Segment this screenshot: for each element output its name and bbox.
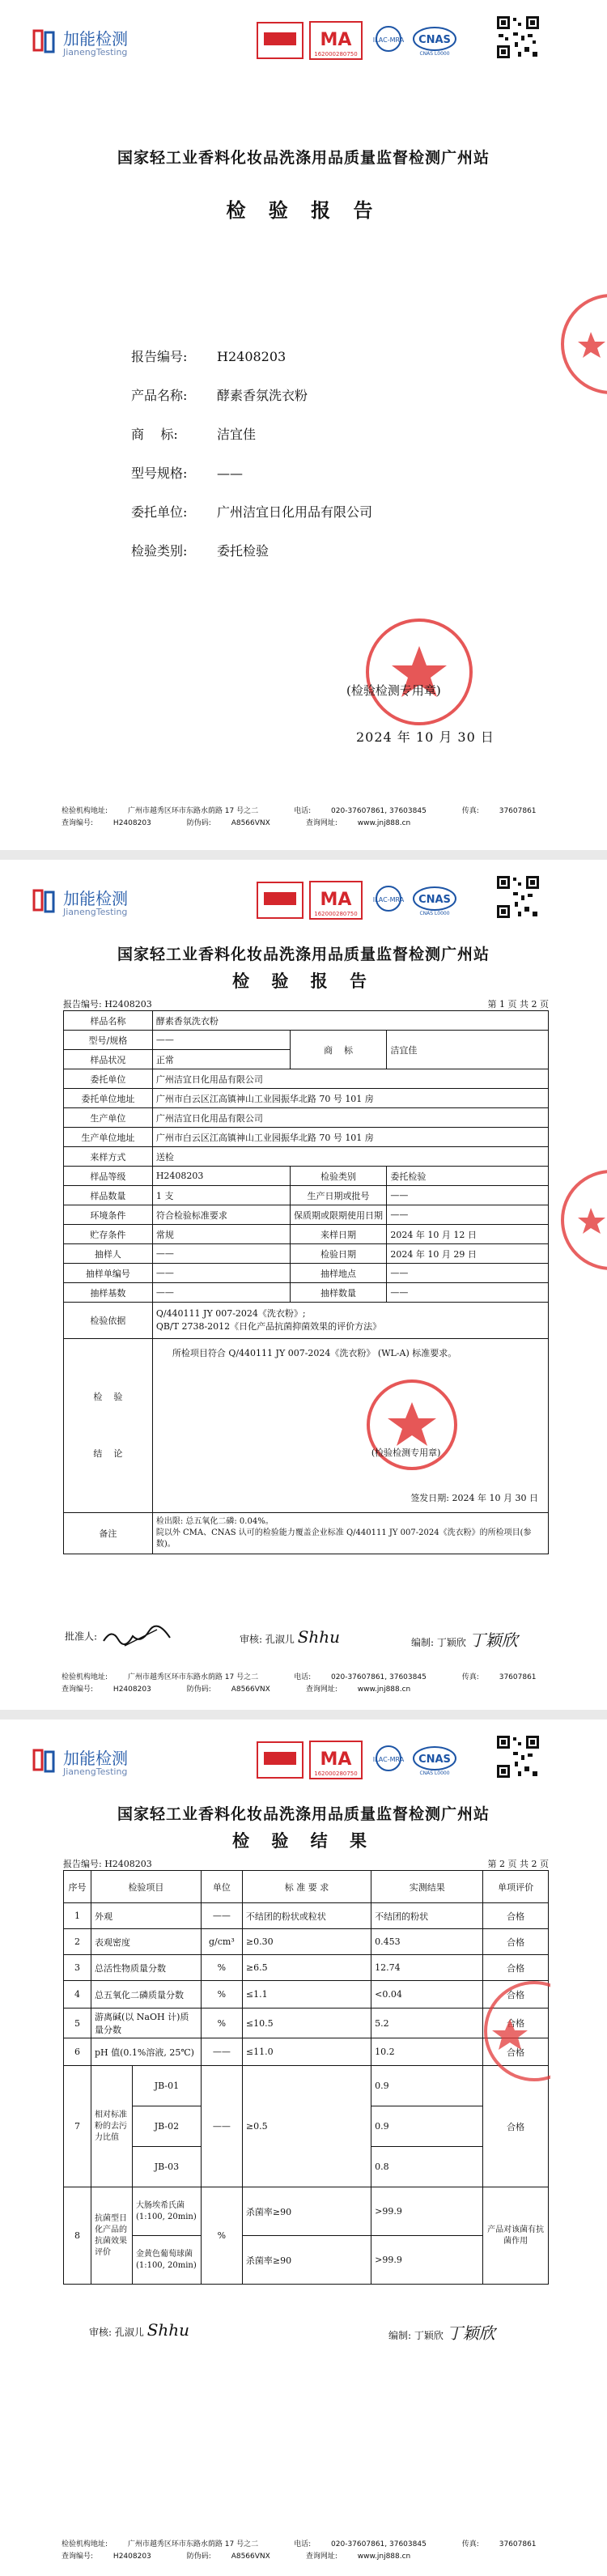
test-results-page — [0, 1719, 607, 2576]
field-test-type: 检验类别: 委托检验 — [131, 543, 270, 559]
editor-signature: 编制: 丁颖欣 丁颖欣 — [411, 1630, 518, 1650]
cell-value: —— — [152, 1264, 290, 1283]
ilac-mra-cert-icon — [369, 1744, 408, 1776]
cell-value: —— — [152, 1244, 290, 1264]
cell-value: —— — [152, 1031, 290, 1050]
table-row: 1 外观 —— 不结团的粉状或粒状 不结团的粉状 合格 — [64, 1903, 549, 1929]
logo-en-text: JianengTesting — [63, 47, 128, 57]
cma-text: MA — [320, 1749, 352, 1770]
cnas-number: CNAS L0000 — [419, 1770, 450, 1776]
table-row: 7 相对标准粉的去污力比值 JB-01 —— ≥0.5 0.9 合格 — [64, 2066, 549, 2106]
conclusion-seal-icon — [363, 1376, 461, 1473]
cell-value: 正常 — [152, 1050, 290, 1069]
field-product-name: 产品名称: 酵素香氛洗衣粉 — [131, 388, 308, 403]
table-row — [64, 1244, 549, 1264]
table-row: 2 表观密度 g/cm³ ≥0.30 0.453 合格 — [64, 1929, 549, 1955]
conclusion-seal-label: (检验检测专用章) — [371, 1447, 441, 1458]
table-row — [64, 1031, 549, 1050]
cell-label: 生产日期或批号 — [290, 1186, 387, 1205]
approver-signature: 批准人: — [65, 1625, 173, 1649]
conclusion-text: 所检项目符合 Q/440111 JY 007-2024《洗衣粉》 (WL-A) 标准要求。 — [172, 1348, 457, 1358]
cma-number: 162000280750 — [314, 1770, 358, 1777]
cma-cert-icon — [309, 1741, 363, 1779]
ilac-mra-cert-icon — [369, 884, 408, 916]
cell-label: 检验日期 — [290, 1244, 387, 1264]
cell-value: 2024 年 10 月 12 日 — [387, 1225, 549, 1244]
page-edge-seal-icon — [558, 1167, 607, 1273]
table-row — [64, 1339, 549, 1513]
report-number-line — [63, 997, 549, 1010]
cma-text: MA — [320, 30, 352, 50]
jianeng-logo-icon — [31, 28, 57, 55]
header-cell: 检验项目 — [91, 1871, 201, 1903]
cell-label: 检 验 结 论 — [64, 1339, 153, 1513]
cnas-text: CNAS — [418, 34, 451, 46]
page-header — [0, 874, 607, 931]
table-row — [64, 1108, 549, 1128]
report-number: 报告编号: H2408203 — [63, 1859, 152, 1869]
header-cell: 单项评价 — [483, 1871, 549, 1903]
table-row — [64, 1089, 549, 1108]
logo-cn-text: 加能检测 — [63, 1749, 128, 1768]
ilac-text: ILAC-MRA — [372, 1756, 405, 1763]
approver-signature-image — [100, 1625, 173, 1649]
table-row — [64, 1069, 549, 1089]
report-number: 报告编号: H2408203 — [63, 999, 152, 1010]
table-row: JB-02 0.9 — [64, 2106, 549, 2147]
page-header — [0, 1734, 607, 1791]
org-name: 国家轻工业香料化妆品洗涤用品质量监督检测广州站 — [117, 1805, 490, 1823]
logo-cn-text: 加能检测 — [63, 889, 128, 908]
header-cell: 标 准 要 求 — [242, 1871, 371, 1903]
report-title: 检 验 报 告 — [226, 198, 381, 222]
header-cell: 序号 — [64, 1871, 91, 1903]
editor-signature: 编制: 丁颖欣 丁颖欣 — [388, 2323, 495, 2343]
reviewer-signature: 审核: 孔淑儿 Shhu — [240, 1627, 341, 1647]
reviewer-signature: 审核: 孔淑儿 Shhu — [89, 2320, 190, 2340]
cell-value: 符合检验标准要求 — [152, 1205, 290, 1225]
cell-label: 保质期或限期使用日期 — [290, 1205, 387, 1225]
conclusion-cell — [152, 1339, 548, 1513]
cell-label: 样品等级 — [64, 1167, 153, 1186]
cell-label: 环境条件 — [64, 1205, 153, 1225]
org-name: 国家轻工业香料化妆品洗涤用品质量监督检测广州站 — [117, 946, 490, 963]
cell-label: 委托单位 — [64, 1069, 153, 1089]
issue-date: 2024 年 10 月 30 日 — [356, 729, 495, 745]
cell-value: —— — [387, 1283, 549, 1303]
seal-label: (检验检测专用章) — [346, 683, 441, 698]
cell-label: 来样日期 — [290, 1225, 387, 1244]
cell-label: 样品数量 — [64, 1186, 153, 1205]
cma-number: 162000280750 — [314, 51, 358, 57]
field-model: 型号规格: —— — [131, 465, 243, 481]
cma-text: MA — [320, 890, 352, 910]
qr-code-icon[interactable] — [495, 1734, 541, 1779]
report-cover-page — [0, 0, 607, 850]
table-row — [64, 1128, 549, 1147]
conclusion-date: 签发日期: 2024 年 10 月 30 日 — [410, 1493, 538, 1503]
page-footer: 检验机构地址: 广州市越秀区环市东路水荫路 17 号之二 电话: 020-37607861, 37603845 传真: 37607861 查询编号: H2408203 防伪码: A8566VNX 查询网址: www.jnj888.cn — [62, 807, 537, 827]
cell-value: 1 支 — [152, 1186, 290, 1205]
cnas-cert-icon — [411, 884, 458, 916]
table-row: 5 游离碱(以 NaOH 计)质量分数 % ≤10.5 5.2 合格 — [64, 2009, 549, 2038]
field-client: 委托单位: 广州洁宜日化用品有限公司 — [131, 504, 373, 520]
ilac-text: ILAC-MRA — [372, 36, 405, 44]
logo-en-text: JianengTesting — [63, 907, 128, 917]
cell-value: 送检 — [152, 1147, 548, 1167]
cell-label: 样品状况 — [64, 1050, 153, 1069]
page-number: 第 1 页 共 2 页 — [487, 999, 549, 1010]
cnas-cert-icon — [411, 1744, 458, 1776]
page-edge-seal-icon — [558, 291, 607, 397]
cell-label: 型号/规格 — [64, 1031, 153, 1050]
china-light-industry-cert-icon — [256, 1741, 304, 1779]
cert-marks — [256, 1741, 499, 1779]
cnas-number: CNAS L0000 — [419, 51, 450, 57]
ilac-text: ILAC-MRA — [372, 896, 405, 903]
header-cell: 单位 — [201, 1871, 242, 1903]
cnas-text: CNAS — [418, 894, 451, 906]
cma-cert-icon — [309, 21, 363, 60]
jianeng-logo-icon — [31, 887, 57, 915]
cnas-cert-icon — [411, 24, 458, 57]
cert-marks — [256, 21, 499, 60]
table-row: 6 pH 值(0.1%溶液, 25℃) —— ≤11.0 10.2 合格 — [64, 2038, 549, 2066]
table-row — [64, 1186, 549, 1205]
field-brand: 商 标: 洁宜佳 — [131, 427, 257, 442]
jianeng-logo-icon — [31, 1747, 57, 1775]
table-row — [64, 1147, 549, 1167]
cell-value: 洁宜佳 — [387, 1031, 549, 1069]
page-footer: 检验机构地址: 广州市越秀区环市东路水荫路 17 号之二 电话: 020-37607861, 37603845 传真: 37607861 查询编号: H2408203 防伪码: A8566VNX 查询网址: www.jnj888.cn — [62, 2540, 537, 2561]
cell-value: 广州市白云区江高镇神山工业园振华北路 70 号 101 房 — [152, 1128, 548, 1147]
results-seal-icon — [453, 1979, 550, 2084]
page-header — [0, 15, 607, 71]
cell-label: 生产单位 — [64, 1108, 153, 1128]
table-row: JB-03 0.8 — [64, 2147, 549, 2187]
cell-value: 2024 年 10 月 29 日 — [387, 1244, 549, 1264]
table-row — [64, 1303, 549, 1339]
table-row — [64, 1011, 549, 1031]
cell-value: —— — [152, 1283, 290, 1303]
cell-value: 委托检验 — [387, 1167, 549, 1186]
cell-value: Q/440111 JY 007-2024《洗衣粉》; QB/T 2738-2012《日化产品抗菌抑菌效果的评价方法》 — [152, 1303, 548, 1339]
cell-label: 商 标 — [290, 1031, 387, 1069]
table-row — [64, 1167, 549, 1186]
cell-label: 来样方式 — [64, 1147, 153, 1167]
cell-label: 样品名称 — [64, 1011, 153, 1031]
cell-label: 抽样数量 — [290, 1283, 387, 1303]
table-row: 4 总五氧化二磷质量分数 % ≤1.1 <0.04 合格 — [64, 1981, 549, 2009]
cnas-number: CNAS L0000 — [419, 911, 450, 916]
report-info-table — [63, 1010, 549, 1554]
cell-label: 抽样地点 — [290, 1264, 387, 1283]
logo-en-text: JianengTesting — [63, 1766, 128, 1777]
cell-value: 广州洁宜日化用品有限公司 — [152, 1069, 548, 1089]
inspection-seal-icon — [363, 615, 476, 729]
page-number: 第 2 页 共 2 页 — [487, 1859, 549, 1869]
cell-label: 抽样人 — [64, 1244, 153, 1264]
report-info-page — [0, 860, 607, 1710]
header-cell: 实测结果 — [371, 1871, 483, 1903]
cell-label: 抽样基数 — [64, 1283, 153, 1303]
table-row: 3 总活性物质量分数 % ≥6.5 12.74 合格 — [64, 1955, 549, 1981]
cell-value: H2408203 — [152, 1167, 290, 1186]
cell-label: 委托单位地址 — [64, 1089, 153, 1108]
ilac-mra-cert-icon — [369, 24, 408, 57]
cma-cert-icon — [309, 881, 363, 920]
cell-value: 广州洁宜日化用品有限公司 — [152, 1108, 548, 1128]
table-row — [64, 1225, 549, 1244]
report-number-line — [63, 1857, 549, 1870]
cell-value: 酵素香氛洗衣粉 — [152, 1011, 548, 1031]
field-report-no: 报告编号: H2408203 — [131, 349, 287, 364]
cell-label: 贮存条件 — [64, 1225, 153, 1244]
cell-value: 检出限: 总五氧化二磷: 0.04%。 院以外 CMA、CNAS 认可的检验能力覆盖企业标准 Q/440111 JY 007-2024《洗衣粉》的所检项目(参数)。 — [152, 1513, 548, 1554]
table-row — [64, 1283, 549, 1303]
china-light-industry-cert-icon — [256, 881, 304, 920]
cell-value: —— — [387, 1186, 549, 1205]
report-title: 检 验 报 告 — [232, 971, 375, 991]
cma-number: 162000280750 — [314, 911, 358, 917]
cnas-text: CNAS — [418, 1753, 451, 1766]
table-row — [64, 1264, 549, 1283]
qr-code-icon[interactable] — [495, 874, 541, 920]
cert-marks — [256, 881, 499, 920]
table-row: 8 抗菌型日化产品的抗菌效果评价 大肠埃希氏菌(1:100, 20min) % 杀菌率≥90 >99.9 产品对该菌有抗菌作用 — [64, 2187, 549, 2236]
cell-value: 广州市白云区江高镇神山工业园振华北路 70 号 101 房 — [152, 1089, 548, 1108]
cell-label: 备注 — [64, 1513, 153, 1554]
table-row — [64, 1205, 549, 1225]
cell-value: 常规 — [152, 1225, 290, 1244]
org-name: 国家轻工业香料化妆品洗涤用品质量监督检测广州站 — [117, 149, 490, 167]
cell-value: —— — [387, 1264, 549, 1283]
page-footer: 检验机构地址: 广州市越秀区环市东路水荫路 17 号之二 电话: 020-37607861, 37603845 传真: 37607861 查询编号: H2408203 防伪码: A8566VNX 查询网址: www.jnj888.cn — [62, 1673, 537, 1694]
cell-label: 抽样单编号 — [64, 1264, 153, 1283]
results-title: 检 验 结 果 — [232, 1830, 375, 1851]
china-light-industry-cert-icon — [256, 21, 304, 60]
cell-label: 生产单位地址 — [64, 1128, 153, 1147]
cell-value: —— — [387, 1205, 549, 1225]
logo-cn-text: 加能检测 — [63, 29, 128, 49]
table-row — [64, 1513, 549, 1554]
cell-label: 检验依据 — [64, 1303, 153, 1339]
cell-label: 检验类别 — [290, 1167, 387, 1186]
table-header-row — [64, 1871, 549, 1903]
qr-code-icon[interactable] — [495, 15, 541, 60]
table-row: 金黄色葡萄球菌(1:100, 20min) 杀菌率≥90 >99.9 — [64, 2236, 549, 2285]
